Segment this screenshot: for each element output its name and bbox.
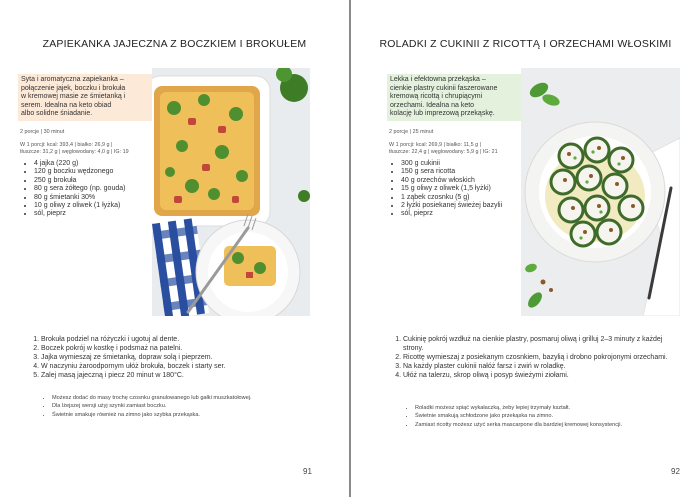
intro-line: kolację lub imprezową przekąskę.	[390, 110, 495, 118]
intro-line: Lekka i efektowna przekąska –	[390, 76, 486, 83]
intro-line: orzechami. Idealna na keto	[390, 101, 475, 109]
nutrition-line: tłuszcze: 22,4 g | węglowodany: 5,9 g | IG: 21	[389, 149, 498, 155]
page-left	[0, 0, 349, 497]
intro-line: albo solidne śniadanie.	[21, 110, 93, 118]
step-item: 4. Ułóż na talerzu, skrop oliwą i posyp świeżymi ziołami.	[403, 372, 678, 381]
ingredient-item: • 40 g orzechów włoskich	[401, 177, 502, 185]
recipe-title: ZAPIEKANKA JAJECZNA Z BOCZKIEM I BROKUŁEM	[42, 38, 307, 50]
portion-info: 2 porcje | 25 minut	[389, 129, 434, 135]
tip-item: • Świetnie smakują schłodzone jako przekąska na zimno.	[415, 412, 700, 420]
ingredient-item: • 2 łyżki posiekanej świeżej bazylii	[401, 202, 502, 210]
intro-line: Syta i aromatyczna zapiekanka –	[21, 76, 124, 83]
tips-list	[403, 404, 700, 429]
ingredient-item: • 4 jajka (220 g)	[34, 160, 125, 168]
ingredient-item: • sól, pieprz	[401, 210, 502, 218]
recipe-title: ROLADKI Z CUKINII Z RICOTTĄ I ORZECHAMI WŁOSKIMI	[379, 38, 672, 50]
ingredient-item: • 120 g boczku wędzonego	[34, 168, 125, 176]
tip-item: • Roladki możesz spiąć wykałaczką, żeby lepiej trzymały kształt.	[415, 404, 700, 412]
ingredients-list	[21, 160, 125, 219]
portion-info: 2 porcje | 30 minut	[20, 129, 65, 135]
ingredients-list	[388, 160, 502, 219]
ingredient-item: • 80 g sera żółtego (np. gouda)	[34, 185, 125, 193]
intro-line: połączenie jajek, boczku i brokuła	[21, 84, 126, 92]
intro-line: cienkie plastry cukinii faszerowane	[390, 84, 498, 92]
step-item: 3. Jajka wymieszaj ze śmietanką, dopraw solą i pieprzem.	[41, 354, 331, 363]
page-number: 92	[671, 467, 680, 476]
ingredient-item: • sól, pieprz	[34, 210, 125, 218]
ingredient-item: • 80 g śmietanki 30%	[34, 194, 125, 202]
step-item: 4. W naczyniu żaroodpornym ułóż brokuła, boczek i starty ser.	[41, 363, 331, 372]
step-item: 1. Brokuła podziel na różyczki i ugotuj al dente.	[41, 336, 331, 345]
steps-list	[389, 336, 678, 381]
intro-line: w kremowej masie ze śmietanką i	[21, 93, 126, 101]
tip-item: • Dla lżejszej wersji użyj szynki zamiast boczku.	[52, 402, 322, 410]
nutrition-line: W 1 porcji: kcal: 393,4 | białko: 26,9 g |	[20, 142, 113, 148]
nutrition-info	[20, 142, 150, 156]
step-item: 2. Boczek pokrój w kostkę i podsmaż na patelni.	[41, 345, 331, 354]
tips-list	[40, 394, 322, 419]
steps-list	[27, 336, 331, 381]
ingredient-item: • 10 g oliwy z oliwek (1 łyżka)	[34, 202, 125, 210]
step-item: 5. Zalej masą jajeczną i piecz 20 minut w 180°C.	[41, 372, 331, 381]
casserole-photo	[152, 68, 310, 316]
ingredient-item: • 1 ząbek czosnku (5 g)	[401, 194, 502, 202]
ingredient-item: • 150 g sera ricotta	[401, 168, 502, 176]
ingredient-item: • 300 g cukinii	[401, 160, 502, 168]
ingredient-item: • 250 g brokuła	[34, 177, 125, 185]
zucchini-rolls-photo	[521, 68, 680, 316]
intro-line: kremową ricottą i chrupiącymi	[390, 93, 483, 101]
tip-item: • Zamiast ricotty możesz użyć serka mascarpone dla bardziej kremowej konsystencji.	[415, 421, 700, 429]
nutrition-info	[389, 142, 523, 156]
step-item: 1. Cukinię pokrój wzdłuż na cienkie plastry, posmaruj oliwą i grilluj 2–3 minuty z każdej strony.	[403, 336, 678, 354]
step-item: 3. Na każdy plaster cukinii nałóż farsz i zwiń w roladkę.	[403, 363, 678, 372]
step-item: 2. Ricottę wymieszaj z posiekanym czosnkiem, bazylią i drobno pokrojonymi orzechami.	[403, 354, 678, 363]
page-right	[351, 0, 700, 497]
recipe-intro	[18, 74, 156, 121]
nutrition-line: tłuszcze: 31,2 g | węglowodany: 4,0 g | IG: 19	[20, 149, 129, 155]
recipe-intro	[387, 74, 527, 121]
intro-line: serem. Idealna na keto obiad	[21, 101, 112, 109]
nutrition-line: W 1 porcji: kcal: 269,9 | białko: 11,5 g |	[389, 142, 481, 148]
page-number: 91	[303, 467, 312, 476]
ingredient-item: • 15 g oliwy z oliwek (1,5 łyżki)	[401, 185, 502, 193]
tip-item: • Świetnie smakuje również na zimno jako szybka przekąska.	[52, 411, 322, 419]
tip-item: • Możesz dodać do masy trochę czosnku granulowanego lub gałki muszkatołowej.	[52, 394, 322, 402]
